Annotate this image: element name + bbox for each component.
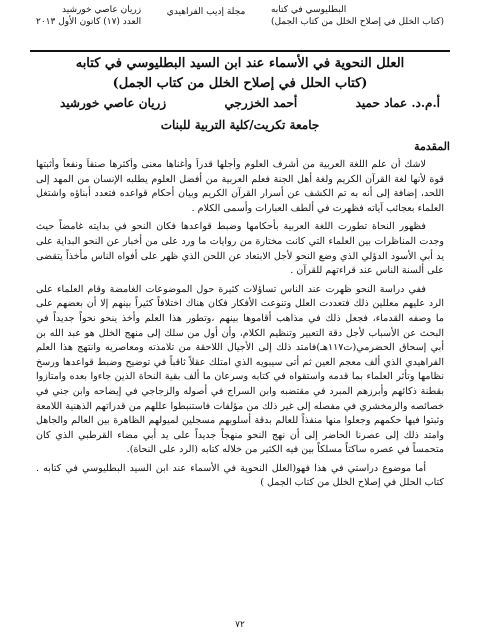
paper-subtitle: (كتاب الحلل في إصلاح الخلل من كتاب الجمل) (112, 76, 368, 91)
header-right (271, 4, 444, 28)
paragraph: فظهور النحاة تطورت اللغة العربية بأحكامها وضبط قواعدها فكان النحو في بدايته غامضاً حيث وجدت المناظرات بين العلماء التي كانت مختارة من روايات ما ورد على من أخبار عن النحو البداية على يد أبي الأسود الدؤلي الذي وضع النحو لأجل الابتعاد عن اللحن الذي ظهر على أفواه الناس مأخذاً يتقضى على ألسنة الناس عند قراءتهم للقرآن . (36, 221, 444, 277)
header-divider (30, 50, 450, 52)
author-1: أ.م.د. عماد حميد (355, 96, 440, 110)
author-2: أحمد الخزرجي (224, 96, 298, 110)
author-list (60, 96, 440, 110)
page-number: ٧٢ (235, 620, 245, 630)
running-header (36, 4, 444, 50)
author-3: زريان عاصي خورشيد (60, 96, 167, 110)
paragraph: لاشك أن علم اللغة العربية من أشرف العلوم وأجلها قدراً وأغناها معنى وأكثرها صنفاً ونفعاً وأثبتها قوة لأنها لغة القرآن الكريم ولغة أهل الجنة فعلم العربية من أفضل العلوم يطلبه الإنسان من المهد إلى اللحد، إضافة إلى أنه به تم الكشف عن أسرار القرآن الكريم وبيان أحكام قواعده فتعدد أبناؤه واشتغل العلماء بعجائب آياته فظهرت في ألطف العبارات وأسمى الكلام . (36, 159, 444, 214)
header-short-title: البطليوسي في كتابه (270, 5, 347, 15)
header-middle (167, 4, 246, 18)
header-issue: العدد (١٧) كانون الأول ٢٠١٣ (36, 17, 142, 27)
header-book-title: (كتاب الخلل في إصلاح الخلل من كتاب الجمل) (270, 17, 444, 27)
journal-name: مجلة إديب الفراهيدي (166, 7, 246, 17)
body-text (36, 158, 444, 606)
section-heading: المقدمة (414, 140, 450, 153)
header-author: زريان عاصي خورشيد (62, 5, 142, 15)
paper-title: العلل النحوية في الأسماء عند ابن السيد البطليوسي في كتابه (75, 56, 405, 71)
paragraph: ففي دراسة النحو ظهرت عند الناس تساؤلات كثيرة حول الموضوعات الغامضة وقام العلماء على الرد عليهم معللين ذلك فتعددت العلل وتنوعت الأفكار فكان هناك اختلافاً كثيراً بينهم إلا أن بعضهم على ما وصفه القدماء، فجعل ذلك في مذاهب أقاموها بينهم ،وتطور هذا العلم وأخذ ينحو نحواً جديداً في البحث عن الأسباب لأجل دقة التعبير وتنظيم الكلام، وأن أول من سلك إلى منهج الخلل هو عبد الله بن أبي إسحاق الحضرمي(ت١١٧هـ)فامتد ذلك إلى الأجيال اللاحقة من تلامذته ومعاصريه وانتهج هذا العلم الفراهيدي الذي ألف معجم العين ثم أتى سيبويه الذي امتلك عقلاً ثاقباً في توضيح وضبط قواعدها ورسخ نظامها وتأثر العلماء بما قدمه واستقواه في كتابه وسرعان ما ألف بقية النحاة الذين جاءوا بعده وامتازوا بقطنة ذكائهم وأبرزهم المبرد في مقتضبه وابن السراج في أصوله والزجاجي في إيضاحه وابن جني في خصائصه والزمخشري في مفصله إلى غير ذلك من مؤلفات فاستنبطوا عللهم من قدراتهم الذهنية اللامعة وثبتوا فيها حكمهم وجعلوا منها منفذاً للعالم بدقة أسلوبهم مسجلين لميولهم الظاهرة بين العالم والجاهل وامتد ذلك إلى عصرنا الحاضر إلى أن نهج النحو منهجاً جديداً على يد أبي مضاء القرطبي الذي كان متحمساً في عصره ساكتاً مسلكاً بين فيه الكثير من خلاله كتابه (الرد على النحاة). (36, 283, 444, 456)
paragraph: أما موضوع دراستي في هذا فهو(العلل النحوية في الأسماء عند ابن السيد البطليوسي في كتابه . كتاب الحلل في إصلاح الخلل من كتاب الجمل ) (36, 462, 444, 489)
affiliation: جامعة تكريت/كلية التربية للبنات (160, 118, 320, 132)
header-left (36, 4, 141, 28)
